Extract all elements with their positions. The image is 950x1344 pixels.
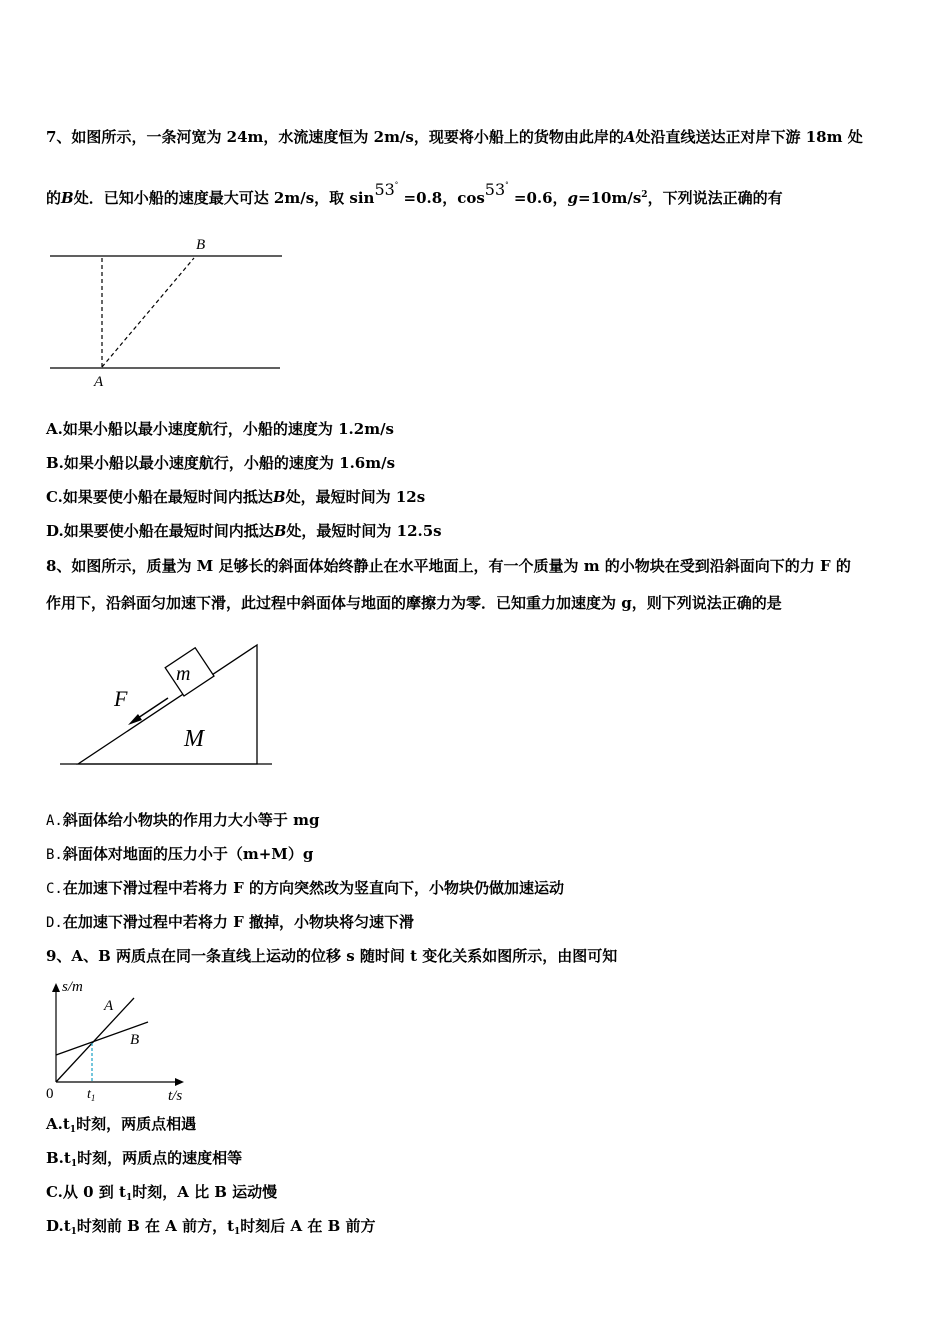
q8-option-a[interactable]: A.斜面体给小物块的作用力大小等于 mg <box>46 811 320 829</box>
q8-label-F: F <box>114 686 128 711</box>
q9-option-c[interactable]: C.从 0 到 $t_1$时刻，A 比 B 运动慢 <box>46 1183 278 1203</box>
q9-line-A <box>56 998 134 1082</box>
q8-label-m: m <box>176 663 191 685</box>
q7-option-c[interactable]: C.如果要使小船在最短时间内抵达B处，最短时间为 12s <box>46 488 426 506</box>
q7-stem-line1: 7、如图所示，一条河宽为 24m，水流速度恒为 2m/s，现要将小船上的货物由此岸的A处沿直线送达正对岸下游 18m 处 <box>46 128 863 146</box>
q7-label-B: B <box>196 237 206 253</box>
q9-option-a[interactable]: $A.t_1$时刻，两质点相遇 <box>46 1115 197 1135</box>
q9-t1-label: $t_1$ <box>87 1087 96 1103</box>
q9-option-d[interactable]: $D.t_1$时刻前 B 在 A 前方，$t_1$时刻后 A 在 B 前方 <box>46 1217 376 1237</box>
q8-incline-figure <box>56 640 276 770</box>
q7-option-b[interactable]: B.如果小船以最小速度航行，小船的速度为 1.6m/s <box>46 454 396 472</box>
q9-option-b[interactable]: $B.t_1$时刻，两质点的速度相等 <box>46 1149 243 1169</box>
q9-xlabel: t/s <box>168 1088 183 1104</box>
q8-stem-line2: 作用下，沿斜面匀加速下滑，此过程中斜面体与地面的摩擦力为零．已知重力加速度为 g，则下列说法正确的是 <box>46 594 782 612</box>
q8-option-d[interactable]: D.在加速下滑过程中若将力 F 撤掉，小物块将匀速下滑 <box>46 913 414 931</box>
q8-stem-line1: 8、如图所示，质量为 M 足够长的斜面体始终静止在水平地面上，有一个质量为 m 的小物块在受到沿斜面向下的力 F 的 <box>46 557 851 575</box>
q7-river-figure <box>46 232 286 392</box>
q8-label-M: M <box>184 726 204 752</box>
q9-origin: 0 <box>46 1086 54 1102</box>
q7-option-a[interactable]: A.如果小船以最小速度航行，小船的速度为 1.2m/s <box>46 420 394 438</box>
q9-ylabel: s/m <box>62 979 83 995</box>
q7-stem-line2: 的B处．已知小船的速度最大可达 2m/s，取 sin53° =0.8，cos53° =0.6，$g=10m/s^2$，下列说法正确的有 <box>46 180 783 207</box>
q9-label-A: A <box>104 998 114 1014</box>
q7-label-A: A <box>94 374 104 390</box>
q9-st-graph <box>40 974 200 1106</box>
q8-option-b[interactable]: B.斜面体对地面的压力小于（m+M）g <box>46 845 314 863</box>
q7-option-d[interactable]: D.如果要使小船在最短时间内抵达B处，最短时间为 12.5s <box>46 522 442 540</box>
q9-stem: 9、A、B 两质点在同一条直线上运动的位移 s 随时间 t 变化关系如图所示，由图可知 <box>46 947 618 965</box>
q9-label-B: B <box>130 1032 140 1048</box>
q8-option-c[interactable]: C.在加速下滑过程中若将力 F 的方向突然改为竖直向下，小物块仍做加速运动 <box>46 879 564 897</box>
